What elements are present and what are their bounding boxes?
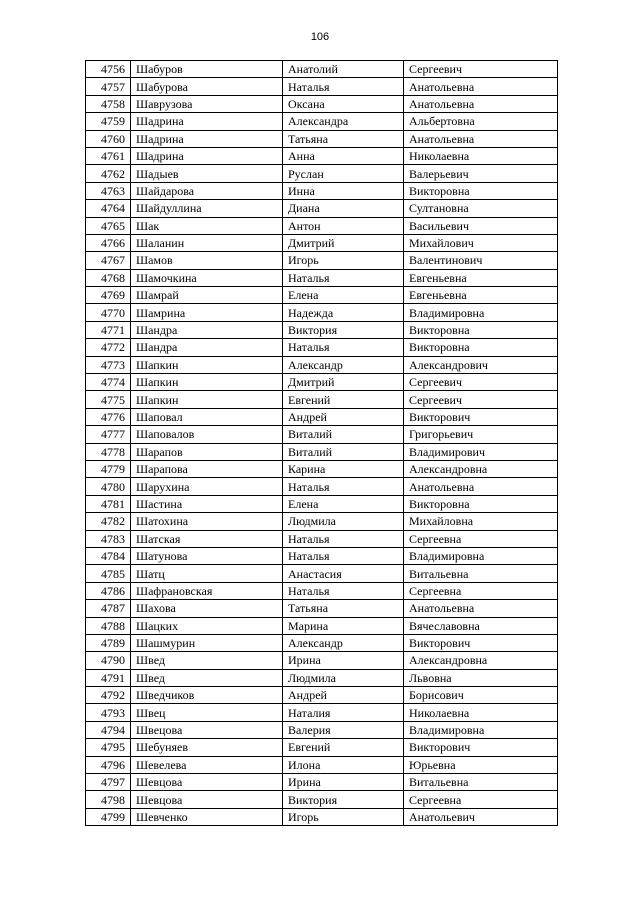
patronymic-cell: Александровна [404, 460, 558, 477]
patronymic-cell: Витальевна [404, 774, 558, 791]
table-row [86, 530, 558, 547]
table-row [86, 61, 558, 78]
table-row [86, 721, 558, 738]
table-row [86, 113, 558, 130]
row-number-cell: 4765 [86, 217, 131, 234]
patronymic-cell: Анатольевна [404, 78, 558, 95]
first-name-cell: Александр [283, 634, 404, 651]
patronymic-cell: Александровна [404, 652, 558, 669]
row-number-cell: 4777 [86, 426, 131, 443]
row-number-cell: 4766 [86, 234, 131, 251]
patronymic-cell: Валерьевич [404, 165, 558, 182]
first-name-cell: Руслан [283, 165, 404, 182]
surname-cell: Шамрина [131, 304, 283, 321]
table-row [86, 165, 558, 182]
patronymic-cell: Сергеевич [404, 374, 558, 391]
first-name-cell: Андрей [283, 687, 404, 704]
first-name-cell: Оксана [283, 95, 404, 112]
first-name-cell: Наталья [283, 478, 404, 495]
row-number-cell: 4797 [86, 774, 131, 791]
first-name-cell: Анастасия [283, 565, 404, 582]
row-number-cell: 4787 [86, 600, 131, 617]
table-row [86, 582, 558, 599]
surname-cell: Шатохина [131, 513, 283, 530]
surname-cell: Шевелева [131, 756, 283, 773]
first-name-cell: Игорь [283, 252, 404, 269]
table-row [86, 252, 558, 269]
surname-cell: Шабурова [131, 78, 283, 95]
surname-cell: Швец [131, 704, 283, 721]
patronymic-cell: Викторовна [404, 339, 558, 356]
first-name-cell: Александр [283, 356, 404, 373]
patronymic-cell: Сергеевич [404, 61, 558, 78]
table-row [86, 791, 558, 808]
table-row [86, 321, 558, 338]
table-row [86, 756, 558, 773]
surname-cell: Шатская [131, 530, 283, 547]
patronymic-cell: Витальевна [404, 565, 558, 582]
table-row [86, 808, 558, 825]
table-row [86, 269, 558, 286]
first-name-cell: Антон [283, 217, 404, 234]
row-number-cell: 4764 [86, 200, 131, 217]
patronymic-cell: Викторович [404, 408, 558, 425]
patronymic-cell: Анатольевна [404, 130, 558, 147]
first-name-cell: Евгений [283, 739, 404, 756]
patronymic-cell: Александрович [404, 356, 558, 373]
surname-cell: Шастина [131, 495, 283, 512]
table-row [86, 634, 558, 651]
row-number-cell: 4783 [86, 530, 131, 547]
row-number-cell: 4793 [86, 704, 131, 721]
surname-cell: Шамочкина [131, 269, 283, 286]
first-name-cell: Людмила [283, 669, 404, 686]
first-name-cell: Евгений [283, 391, 404, 408]
table-row [86, 95, 558, 112]
row-number-cell: 4792 [86, 687, 131, 704]
surname-cell: Шайдарова [131, 182, 283, 199]
table-row [86, 704, 558, 721]
patronymic-cell: Евгеньевна [404, 269, 558, 286]
row-number-cell: 4780 [86, 478, 131, 495]
page-number: 106 [310, 31, 330, 43]
table-row [86, 443, 558, 460]
row-number-cell: 4771 [86, 321, 131, 338]
patronymic-cell: Валентинович [404, 252, 558, 269]
row-number-cell: 4757 [86, 78, 131, 95]
patronymic-cell: Сергеевна [404, 791, 558, 808]
first-name-cell: Ирина [283, 652, 404, 669]
row-number-cell: 4791 [86, 669, 131, 686]
patronymic-cell: Владимирович [404, 443, 558, 460]
patronymic-cell: Евгеньевна [404, 287, 558, 304]
row-number-cell: 4779 [86, 460, 131, 477]
first-name-cell: Людмила [283, 513, 404, 530]
row-number-cell: 4781 [86, 495, 131, 512]
row-number-cell: 4759 [86, 113, 131, 130]
first-name-cell: Дмитрий [283, 374, 404, 391]
table-row [86, 426, 558, 443]
first-name-cell: Валерия [283, 721, 404, 738]
table-row [86, 460, 558, 477]
surname-cell: Шайдуллина [131, 200, 283, 217]
first-name-cell: Елена [283, 495, 404, 512]
patronymic-cell: Викторовна [404, 495, 558, 512]
surname-cell: Шандра [131, 321, 283, 338]
first-name-cell: Елена [283, 287, 404, 304]
row-number-cell: 4799 [86, 808, 131, 825]
row-number-cell: 4773 [86, 356, 131, 373]
row-number-cell: 4795 [86, 739, 131, 756]
surname-cell: Швецова [131, 721, 283, 738]
table-body [86, 61, 558, 826]
table-row [86, 687, 558, 704]
first-name-cell: Надежда [283, 304, 404, 321]
patronymic-cell: Викторовна [404, 321, 558, 338]
first-name-cell: Наталия [283, 704, 404, 721]
patronymic-cell: Анатольевна [404, 600, 558, 617]
surname-cell: Шапкин [131, 391, 283, 408]
row-number-cell: 4770 [86, 304, 131, 321]
row-number-cell: 4768 [86, 269, 131, 286]
row-number-cell: 4785 [86, 565, 131, 582]
patronymic-cell: Викторовна [404, 182, 558, 199]
first-name-cell: Диана [283, 200, 404, 217]
surname-cell: Шарухина [131, 478, 283, 495]
row-number-cell: 4788 [86, 617, 131, 634]
table-row [86, 147, 558, 164]
surname-cell: Шебуняев [131, 739, 283, 756]
first-name-cell: Анатолий [283, 61, 404, 78]
row-number-cell: 4767 [86, 252, 131, 269]
first-name-cell: Игорь [283, 808, 404, 825]
name-list-table [85, 60, 558, 826]
table-row [86, 565, 558, 582]
table-row [86, 391, 558, 408]
table-row [86, 200, 558, 217]
patronymic-cell: Анатольевна [404, 95, 558, 112]
row-number-cell: 4756 [86, 61, 131, 78]
surname-cell: Шахова [131, 600, 283, 617]
surname-cell: Шевцова [131, 774, 283, 791]
row-number-cell: 4774 [86, 374, 131, 391]
patronymic-cell: Михайловна [404, 513, 558, 530]
table-row [86, 304, 558, 321]
first-name-cell: Виктория [283, 791, 404, 808]
table-row [86, 669, 558, 686]
row-number-cell: 4778 [86, 443, 131, 460]
table-row [86, 339, 558, 356]
patronymic-cell: Григорьевич [404, 426, 558, 443]
row-number-cell: 4790 [86, 652, 131, 669]
row-number-cell: 4776 [86, 408, 131, 425]
first-name-cell: Анна [283, 147, 404, 164]
first-name-cell: Инна [283, 182, 404, 199]
table-row [86, 78, 558, 95]
surname-cell: Шацких [131, 617, 283, 634]
first-name-cell: Александра [283, 113, 404, 130]
patronymic-cell: Владимировна [404, 304, 558, 321]
row-number-cell: 4796 [86, 756, 131, 773]
table-row [86, 495, 558, 512]
patronymic-cell: Борисович [404, 687, 558, 704]
patronymic-cell: Владимировна [404, 721, 558, 738]
patronymic-cell: Николаевна [404, 704, 558, 721]
table-row [86, 600, 558, 617]
table-row [86, 513, 558, 530]
first-name-cell: Андрей [283, 408, 404, 425]
table-row [86, 287, 558, 304]
surname-cell: Шапкин [131, 374, 283, 391]
table-row [86, 217, 558, 234]
surname-cell: Шадрина [131, 147, 283, 164]
row-number-cell: 4762 [86, 165, 131, 182]
row-number-cell: 4769 [86, 287, 131, 304]
table-row [86, 739, 558, 756]
table-row [86, 234, 558, 251]
table-row [86, 617, 558, 634]
first-name-cell: Марина [283, 617, 404, 634]
table-row [86, 408, 558, 425]
surname-cell: Швед [131, 669, 283, 686]
first-name-cell: Наталья [283, 339, 404, 356]
patronymic-cell: Викторович [404, 739, 558, 756]
surname-cell: Шадыев [131, 165, 283, 182]
first-name-cell: Виталий [283, 443, 404, 460]
first-name-cell: Карина [283, 460, 404, 477]
patronymic-cell: Анатольевна [404, 478, 558, 495]
surname-cell: Шамрай [131, 287, 283, 304]
row-number-cell: 4758 [86, 95, 131, 112]
surname-cell: Шаврузова [131, 95, 283, 112]
table-row [86, 356, 558, 373]
table-row [86, 130, 558, 147]
patronymic-cell: Юрьевна [404, 756, 558, 773]
first-name-cell: Наталья [283, 269, 404, 286]
surname-cell: Шафрановская [131, 582, 283, 599]
row-number-cell: 4789 [86, 634, 131, 651]
patronymic-cell: Сергеевна [404, 530, 558, 547]
first-name-cell: Татьяна [283, 130, 404, 147]
patronymic-cell: Викторович [404, 634, 558, 651]
surname-cell: Шадрина [131, 113, 283, 130]
row-number-cell: 4794 [86, 721, 131, 738]
patronymic-cell: Султановна [404, 200, 558, 217]
patronymic-cell: Анатольевич [404, 808, 558, 825]
table-row [86, 652, 558, 669]
surname-cell: Шак [131, 217, 283, 234]
surname-cell: Шандра [131, 339, 283, 356]
first-name-cell: Татьяна [283, 600, 404, 617]
table-row [86, 478, 558, 495]
table-row [86, 547, 558, 564]
row-number-cell: 4761 [86, 147, 131, 164]
table-row [86, 774, 558, 791]
table-row [86, 374, 558, 391]
surname-cell: Шатц [131, 565, 283, 582]
surname-cell: Швед [131, 652, 283, 669]
patronymic-cell: Васильевич [404, 217, 558, 234]
row-number-cell: 4798 [86, 791, 131, 808]
patronymic-cell: Львовна [404, 669, 558, 686]
row-number-cell: 4784 [86, 547, 131, 564]
surname-cell: Шадрина [131, 130, 283, 147]
first-name-cell: Наталья [283, 547, 404, 564]
surname-cell: Шабуров [131, 61, 283, 78]
surname-cell: Шаповалов [131, 426, 283, 443]
surname-cell: Шевцова [131, 791, 283, 808]
patronymic-cell: Михайлович [404, 234, 558, 251]
surname-cell: Шамов [131, 252, 283, 269]
surname-cell: Шаповал [131, 408, 283, 425]
row-number-cell: 4772 [86, 339, 131, 356]
row-number-cell: 4763 [86, 182, 131, 199]
surname-cell: Шевченко [131, 808, 283, 825]
surname-cell: Шведчиков [131, 687, 283, 704]
patronymic-cell: Сергеевна [404, 582, 558, 599]
first-name-cell: Илона [283, 756, 404, 773]
surname-cell: Шаланин [131, 234, 283, 251]
row-number-cell: 4782 [86, 513, 131, 530]
first-name-cell: Наталья [283, 78, 404, 95]
row-number-cell: 4760 [86, 130, 131, 147]
surname-cell: Шапкин [131, 356, 283, 373]
first-name-cell: Виталий [283, 426, 404, 443]
patronymic-cell: Вячеславовна [404, 617, 558, 634]
surname-cell: Шарапов [131, 443, 283, 460]
patronymic-cell: Владимировна [404, 547, 558, 564]
surname-cell: Шатунова [131, 547, 283, 564]
patronymic-cell: Сергеевич [404, 391, 558, 408]
first-name-cell: Ирина [283, 774, 404, 791]
row-number-cell: 4786 [86, 582, 131, 599]
first-name-cell: Наталья [283, 582, 404, 599]
table-row [86, 182, 558, 199]
first-name-cell: Дмитрий [283, 234, 404, 251]
surname-cell: Шашмурин [131, 634, 283, 651]
patronymic-cell: Альбертовна [404, 113, 558, 130]
patronymic-cell: Николаевна [404, 147, 558, 164]
first-name-cell: Виктория [283, 321, 404, 338]
first-name-cell: Наталья [283, 530, 404, 547]
surname-cell: Шарапова [131, 460, 283, 477]
row-number-cell: 4775 [86, 391, 131, 408]
